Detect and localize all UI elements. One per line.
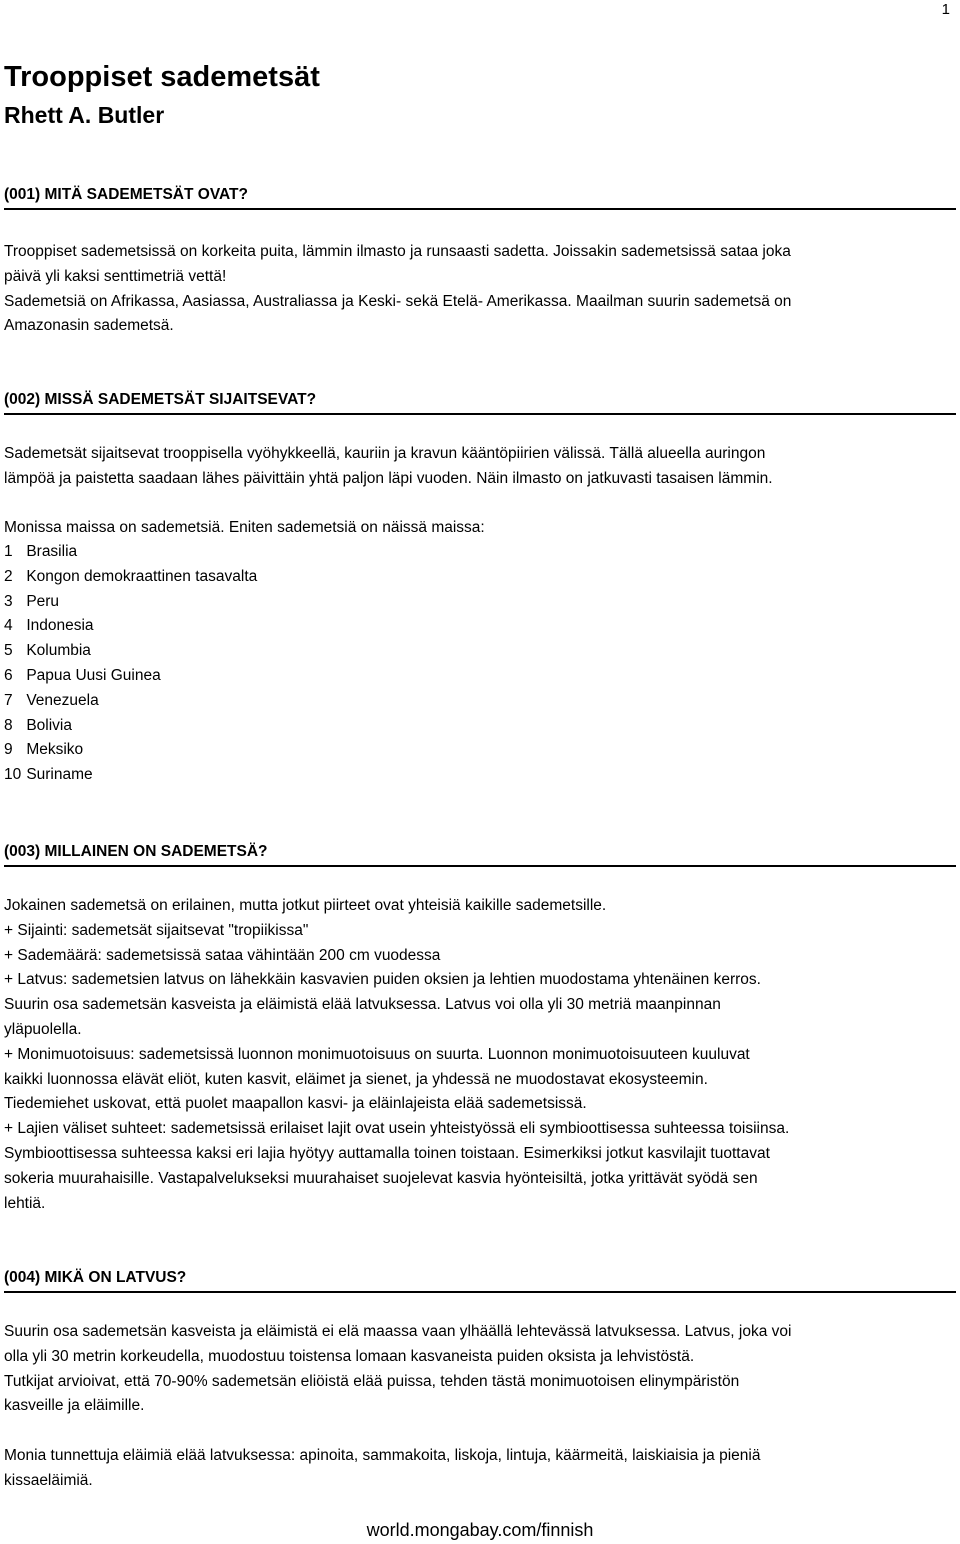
section-001-text	[4, 240, 954, 339]
text-line: + Sademäärä: sademetsissä sataa vähintään 200 cm vuodessa	[4, 946, 441, 964]
section-heading-001: (001) MITÄ SADEMETSÄT OVAT?	[4, 184, 956, 210]
text-line: lehtiä.	[4, 1194, 46, 1212]
country-list-intro: Monissa maissa on sademetsiä. Eniten sademetsiä on näissä maissa:	[4, 519, 485, 536]
section-004-text	[4, 1320, 954, 1419]
list-item: 6 Papua Uusi Guinea	[4, 666, 161, 684]
list-item: 1 Brasilia	[4, 543, 78, 560]
text-line: Sademetsiä on Afrikassa, Aasiassa, Australiassa ja Keski- sekä Etelä- Amerikassa. Maailman suurin sademetsä on	[4, 292, 792, 310]
document-author: Rhett A. Butler	[4, 102, 165, 128]
text-line: sokeria muurahaisille. Vastapalvelukseksi muurahaiset suojelevat kasvia hyönteisiltä, jotka yrittävät syödä sen	[4, 1169, 758, 1187]
text-line: + Latvus: sademetsien latvus on lähekkäin kasvavien puiden oksien ja lehtien muodostama yhtenäinen kerros.	[4, 971, 761, 989]
text-line: Suurin osa sademetsän kasveista ja eläimistä ei elä maassa vaan ylhäällä lehtevässä latvuksessa. Latvus, joka voi	[4, 1323, 792, 1340]
text-line: lämpöä ja paistetta saadaan lähes päivittäin yhtä paljon läpi vuoden. Näin ilmasto on jatkuvasti tasaisen lämmin.	[4, 469, 773, 487]
text-line: kissaeläimiä.	[4, 1471, 93, 1489]
text-line: Symbioottisessa suhteessa kaksi eri lajia hyötyy auttamalla toinen toistaan. Esimerkiksi jotkut kasvilajit tuottavat	[4, 1144, 770, 1162]
section-heading-003: (003) MILLAINEN ON SADEMETSÄ?	[4, 841, 956, 867]
section-004-text-2	[4, 1444, 954, 1494]
page-number: 1	[941, 1, 950, 18]
text-line: Amazonasin sademetsä.	[4, 317, 174, 335]
list-item: 4 Indonesia	[4, 617, 94, 635]
text-line: kasveille ja eläimille.	[4, 1397, 145, 1415]
list-item: 3 Peru	[4, 592, 60, 610]
text-line: Suurin osa sademetsän kasveista ja eläimistä elää latvuksessa. Latvus voi olla yli 30 metriä maanpinnan	[4, 996, 721, 1014]
list-item: 8 Bolivia	[4, 716, 72, 734]
text-line: olla yli 30 metrin korkeudella, muodostuu toistensa lomaan kasvaneista puiden oksista ja lehvistöstä.	[4, 1347, 695, 1365]
text-line: Tiedemiehet uskovat, että puolet maapallon kasvi- ja eläinlajeista elää sademetsissä.	[4, 1095, 587, 1113]
text-line: kaikki luonnossa elävät eliöt, kuten kasvit, eläimet ja sienet, ja yhdessä ne muodostavat ekosysteemin.	[4, 1070, 708, 1088]
text-line: + Lajien väliset suhteet: sademetsissä erilaiset lajit ovat usein yhteistyössä eli symbioottisessa suhteessa toisiinsa.	[4, 1120, 790, 1138]
text-line: päivä yli kaksi senttimetriä vettä!	[4, 267, 227, 285]
text-line: Monia tunnettuja eläimiä elää latvuksessa: apinoita, sammakoita, liskoja, lintuja, käärmeitä, laiskiaisia ja pieniä	[4, 1447, 761, 1464]
list-item: 7 Venezuela	[4, 691, 99, 709]
text-line: Jokainen sademetsä on erilainen, mutta jotkut piirteet ovat yhteisiä kaikille sademetsille.	[4, 897, 607, 914]
list-item: 5 Kolumbia	[4, 642, 91, 660]
section-heading-004: (004) MIKÄ ON LATVUS?	[4, 1267, 956, 1293]
text-line: Trooppiset sademetsissä on korkeita puita, lämmin ilmasto ja runsaasti sadetta. Joissakin sademetsissä sataa joka	[4, 243, 791, 260]
text-line: Tutkijat arvioivat, että 70-90% sademetsän eliöistä elää puissa, tehden tästä monimuotoisen elinympäristön	[4, 1372, 740, 1390]
section-002-text	[4, 442, 954, 492]
text-line: + Sijainti: sademetsät sijaitsevat "tropiikissa"	[4, 921, 309, 939]
section-003-text	[4, 894, 954, 1216]
section-heading-002: (002) MISSÄ SADEMETSÄT SIJAITSEVAT?	[4, 389, 956, 415]
list-item: 10 Suriname	[4, 766, 93, 784]
list-item: 2 Kongon demokraattinen tasavalta	[4, 567, 258, 585]
list-item: 9 Meksiko	[4, 741, 84, 759]
document-title: Trooppiset sademetsät	[4, 61, 320, 93]
text-line: yläpuolella.	[4, 1020, 82, 1038]
footer-url: world.mongabay.com/finnish	[366, 1520, 594, 1540]
country-list	[4, 540, 257, 788]
text-line: + Monimuotoisuus: sademetsissä luonnon monimuotoisuus on suurta. Luonnon monimuotoisuuteen kuuluvat	[4, 1045, 750, 1063]
text-line: Sademetsät sijaitsevat trooppisella vyöhykkeellä, kauriin ja kravun kääntöpiirien välissä. Tällä alueella auringon	[4, 445, 766, 462]
